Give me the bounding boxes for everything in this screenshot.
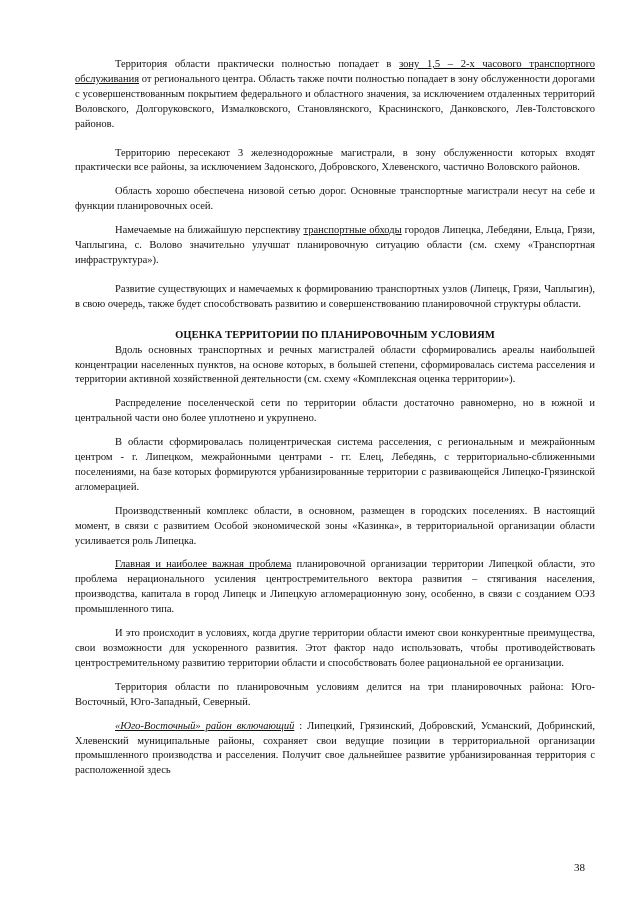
paragraph-railways: Территорию пересекают 3 железнодорожные магистрали, в зону обслуженности которых входят практически все районы, за исключением Задонского, Добровского, Хлевенского, частично Воловского районов. xyxy=(75,147,595,174)
paragraph-settlement-areas: Вдоль основных транспортных и речных магистралей области сформировались ареалы наибольшей концентрации населенных пунктов, на основе которых, в большей степени, сформировалась система расселения и территории активной хозяйственной деятельности (см. схему «Комплексная оценка территории»). xyxy=(75,344,595,386)
paragraph-south-east-district: «Юго-Восточный» район включающий : Липецкий, Грязинский, Добровский, Усманский, Добринский, Хлевенский муниципальные районы, сохраняет свои ведущие позиции в территориальной организации промышленного производства и расселения. Получит свое дальнейшее развитие урбанизированная территория с расположенной здесь xyxy=(75,720,595,777)
paragraph-industrial-complex: Производственный комплекс области, в основном, размещен в городских поселениях. В настоящий момент, в связи с развитием Особой экономической зоны «Казинка», в территориальной организации области усиливается роль Липецка. xyxy=(75,505,595,547)
document-page xyxy=(75,58,595,779)
section-heading: ОЦЕНКА ТЕРРИТОРИИ ПО ПЛАНИРОВОЧНЫМ УСЛОВИЯМ xyxy=(175,329,495,341)
paragraph-settlement-distribution: Распределение поселенческой сети по территории области достаточно равномерно, но в южной и центральной части оно более уплотнено и укрупнено. xyxy=(75,398,595,425)
page-number: 38 xyxy=(574,862,585,874)
paragraph-bypasses: Намечаемые на ближайшую перспективу транспортные обходы городов Липецка, Лебедяни, Ельца, Грязи, Чаплыгина, с. Волово значительно улучшат планировочную ситуацию области (см. схему «Транспортная инфраструктура»). xyxy=(75,225,596,266)
paragraph-polycentric-system: В области сформировалась полицентрическая система расселения, с региональным и межрайонным центром - г. Липецком, межрайонными центрами - гг. Елец, Лебедянь, с территориально-сближенными поселениями, на базе которых формируются урбанизированные территории с развивающейся Липецко-Грязинской агломерацией. xyxy=(75,437,595,493)
paragraph-planning-districts: Территория области по планировочным условиям делится на три планировочных района: Юго-Восточный, Юго-Западный, Северный. xyxy=(75,681,595,708)
paragraph-competitive-advantages: И это происходит в условиях, когда другие территории области имеют свои конкурентные преимущества, свои возможности для ускоренного развития. Этот фактор надо использовать, чтобы противодействовать центростремительному развитию территории области и способствовать более рациональной ее организации. xyxy=(75,628,595,669)
main-problem-underlined-text: Главная и наиболее важная проблема xyxy=(115,559,292,571)
south-east-district-underlined-text: «Юго-Восточный» район включающий xyxy=(115,720,295,732)
paragraph-road-network: Область хорошо обеспечена низовой сетью дорог. Основные транспортные магистрали несут на себе и функции планировочных осей. xyxy=(75,186,595,213)
paragraph-main-problem: Главная и наиболее важная проблема планировочной организации территории Липецкой области, это проблема нерационального усиления центростремительного вектора развития – стягивания населения, производства, капитала в город Липецк и Липецкую агломерационную зону, особенно, в связи с созданием ОЭЗ промышленного типа. xyxy=(75,559,596,616)
paragraph-transport-hubs: Развитие существующих и намечаемых к формированию транспортных узлов (Липецк, Грязи, Чаплыгин), в свою очередь, также будет способствовать развитию и совершенствованию планировочной структуры области. xyxy=(75,283,595,310)
paragraph-transport-zone: Территория области практически полностью попадает в зону 1,5 – 2-х часового транспортного обслуживания от регионального центра. Область также почти полностью попадает в зону обслуженности дорогами с усовершенствованным покрытием федерального и областного значения, за исключением отдаленных территорий Воловского, Долгоруковского, Измалковского, Становлянского, Краснинского, Данковского, Лев-Толстовского районов. xyxy=(75,59,596,130)
zone-link-text: зону 1,5 – 2-х часового транспортного обслуживания xyxy=(75,59,596,85)
bypasses-underlined-text: транспортные обходы xyxy=(303,225,402,237)
